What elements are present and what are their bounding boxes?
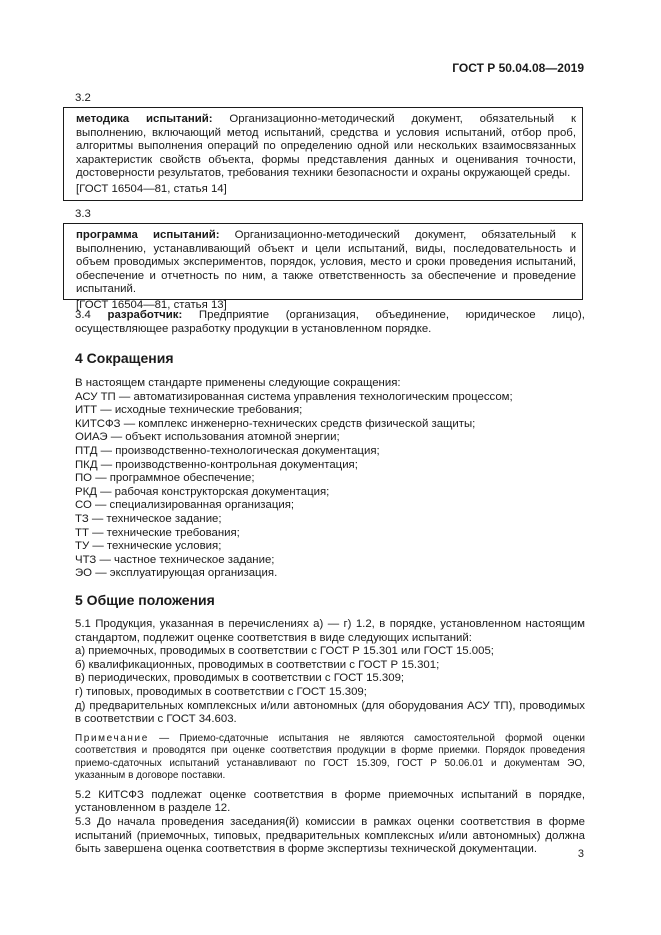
note-label: Примечание xyxy=(75,732,149,744)
abbreviation-item: РКД — рабочая конструкторская документация; xyxy=(75,485,330,498)
abbreviation-item: ЧТЗ — частное техническое задание; xyxy=(75,553,275,566)
term-name-3-2: методика испытаний: xyxy=(76,113,213,125)
term-paragraph-3-3 xyxy=(76,229,576,297)
abbreviation-item: КИТСФЗ — комплекс инженерно-технических средств физической защиты; xyxy=(75,417,476,430)
section-5-body xyxy=(75,618,585,857)
test-type-item: б) квалификационных, проводимых в соответствии с ГОСТ Р 15.301; xyxy=(75,658,440,671)
paragraph-5-3: 5.3 До начала проведения заседания(й) комиссии в рамках оценки соответствия в форме испытаний (приемочных, типовых, предварительных комплексных и/или автономных) должна быть завершена оценка соответствия в форме экспертизы технической документации. xyxy=(75,815,585,856)
section-5-heading: 5 Общие положения xyxy=(75,592,215,608)
abbreviation-item: ИТТ — исходные технические требования; xyxy=(75,404,303,417)
abbreviation-item: ПКД — производственно-контрольная документация; xyxy=(75,458,358,471)
term-source-3-2: [ГОСТ 16504—81, статья 14] xyxy=(76,182,227,195)
abbreviation-item: СО — специализированная организация; xyxy=(75,499,295,512)
abbreviation-item: ТТ — технические требования; xyxy=(75,526,240,539)
test-type-item: в) периодических, проводимых в соответствии с ГОСТ 15.309; xyxy=(75,672,405,685)
test-type-item: д) предварительных комплексных и/или автономных (для оборудования АСУ ТП), проводимых в соответствии с ГОСТ 34.603. xyxy=(75,699,585,726)
page-number: 3 xyxy=(577,848,584,860)
paragraph-5-1: 5.1 Продукция, указанная в перечислениях а) — г) 1.2, в порядке, установленном настоящим стандартом, подлежит оценке соответствия в виде следующих испытаний: xyxy=(75,618,585,644)
term-paragraph-3-2 xyxy=(76,113,576,181)
abbreviation-item: ПТД — производственно-технологическая документация; xyxy=(75,444,380,457)
section-4-heading: 4 Сокращения xyxy=(75,350,174,366)
term-definition-3-4: Предприятие (организация, объединение, юридическое лицо), осуществляющее разработку продукции в установленном порядке. xyxy=(75,309,585,335)
test-type-item: а) приемочных, проводимых в соответствии с ГОСТ Р 15.301 или ГОСТ 15.005; xyxy=(75,645,494,658)
term-number-3-2: 3.2 xyxy=(75,92,91,104)
term-definition-3-3: Организационно-методический документ, обязательный к выполнению, устанавливающий объект и цели испытаний, виды, последовательность и объем проводимых экспериментов, порядок, условия, место и сроки проведения испытаний, обеспечение и отчетность по ним, а также ответственность за обеспечение и проведение испытаний. xyxy=(76,229,576,296)
term-source-3-3: [ГОСТ 16504—81, статья 13] xyxy=(76,298,227,311)
paragraph-5-2: 5.2 КИТСФЗ подлежат оценке соответствия в форме приемочных испытаний в порядке, установленном в разделе 12. xyxy=(75,788,585,815)
abbreviation-item: ЭО — эксплуатирующая организация. xyxy=(75,567,278,580)
term-name-3-3: программа испытаний: xyxy=(76,229,220,241)
test-type-item: г) типовых, проводимых в соответствии с ГОСТ 15.309; xyxy=(75,685,367,698)
abbreviation-item: ОИАЭ — объект использования атомной энергии; xyxy=(75,431,340,444)
note xyxy=(75,733,585,783)
abbreviations-list xyxy=(75,377,585,581)
abbreviations-intro: В настоящем стандарте применены следующие сокращения: xyxy=(75,377,401,389)
term-definition-3-2: Организационно-методический документ, обязательный к выполнению, включающий метод испытаний, средства и условия испытаний, отбор проб, алгоритмы выполнения операций по определению одной или нескольких взаимосвязанных характеристик свойств объекта, формы представления данных и оценивания точности, достоверности результатов, требования техники безопасности и охраны окружающей среды. xyxy=(76,113,576,180)
abbreviation-item: ТЗ — техническое задание; xyxy=(75,512,222,525)
term-name-3-4: разработчик: xyxy=(107,309,183,321)
note-text: — Приемо-сдаточные испытания не являются самостоятельной формой оценки соответствия и проводятся при оценке соответствия продукции в форме приемки. Порядок проведения приемо-сдаточных испытаний устанавливают по ГОСТ 15.309, ГОСТ Р 50.06.01 и документам ЭО, указанным в договоре поставки. xyxy=(75,732,585,782)
abbreviation-item: ТУ — технические условия; xyxy=(75,540,222,553)
term-number-3-4: 3.4 xyxy=(75,309,91,321)
term-number-3-3: 3.3 xyxy=(75,208,91,220)
term-box-3-3 xyxy=(63,223,583,311)
term-box-3-2 xyxy=(63,107,583,201)
document-code: ГОСТ Р 50.04.08—2019 xyxy=(452,61,584,75)
term-paragraph-3-4 xyxy=(75,309,585,336)
term-3-4 xyxy=(75,309,585,336)
abbreviation-item: АСУ ТП — автоматизированная система управления технологическим процессом; xyxy=(75,390,513,403)
abbreviation-item: ПО — программное обеспечение; xyxy=(75,472,255,485)
